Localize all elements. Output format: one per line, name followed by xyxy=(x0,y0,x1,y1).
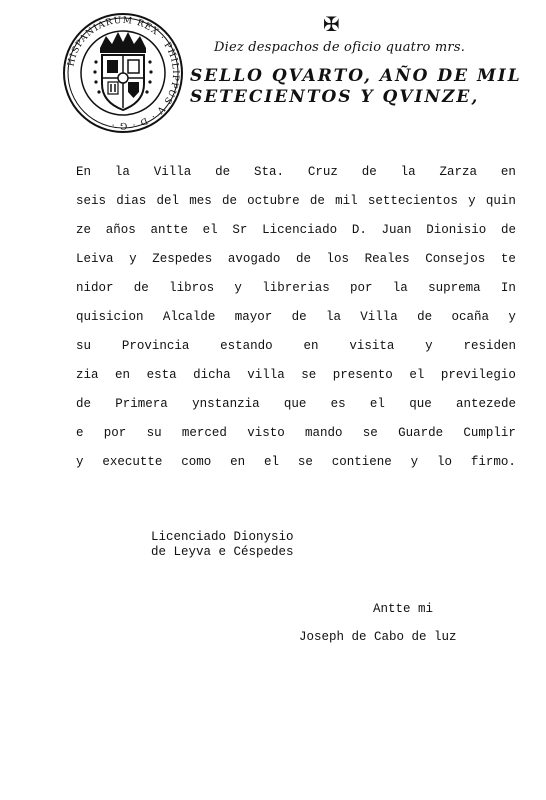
body-line: En la Villa de Sta. Cruz de la Zarza en xyxy=(76,165,516,179)
body-line: ze años antte el Sr Licenciado D. Juan Dionisio de xyxy=(76,223,516,237)
body-line: e por su merced visto mando se Guarde Cumplir xyxy=(76,426,516,440)
cross-icon: ✠ xyxy=(323,12,340,36)
body-line: nidor de libros y librerias por la suprema In xyxy=(76,281,516,295)
royal-seal-stamp xyxy=(62,12,184,134)
judge-signature-line-2: de Leyva e Céspedes xyxy=(151,545,294,559)
body-line: Leiva y Zespedes avogado de los Reales Consejos te xyxy=(76,252,516,266)
svg-text:HISPANIARUM REX · PHILIPPUS V: HISPANIARUM REX · PHILIPPUS V · D · G · xyxy=(66,15,181,131)
stamp-header-line-1: SELLO QVARTO, AÑO DE MIL xyxy=(190,66,522,86)
judge-signature-line-1: Licenciado Dionysio xyxy=(151,530,294,544)
notary-signature: Joseph de Cabo de luz xyxy=(299,630,457,644)
body-line: y executte como en el se contiene y lo firmo. xyxy=(76,455,516,469)
body-line: seis dias del mes de octubre de mil settecientos y quin xyxy=(76,194,516,208)
body-line: quisicion Alcalde mayor de la Villa de ocaña y xyxy=(76,310,516,324)
document-body xyxy=(76,158,516,477)
stamp-tax-note: Diez despachos de oficio quatro mrs. xyxy=(214,40,466,55)
before-me-label: Antte mi xyxy=(373,602,434,616)
body-line: de Primera ynstanzia que es el que antezede xyxy=(76,397,516,411)
stamp-header-line-2: SETECIENTOS Y QVINZE, xyxy=(190,87,480,107)
body-line: zia en esta dicha villa se presento el previlegio xyxy=(76,368,516,382)
body-line: su Provincia estando en visita y residen xyxy=(76,339,516,353)
